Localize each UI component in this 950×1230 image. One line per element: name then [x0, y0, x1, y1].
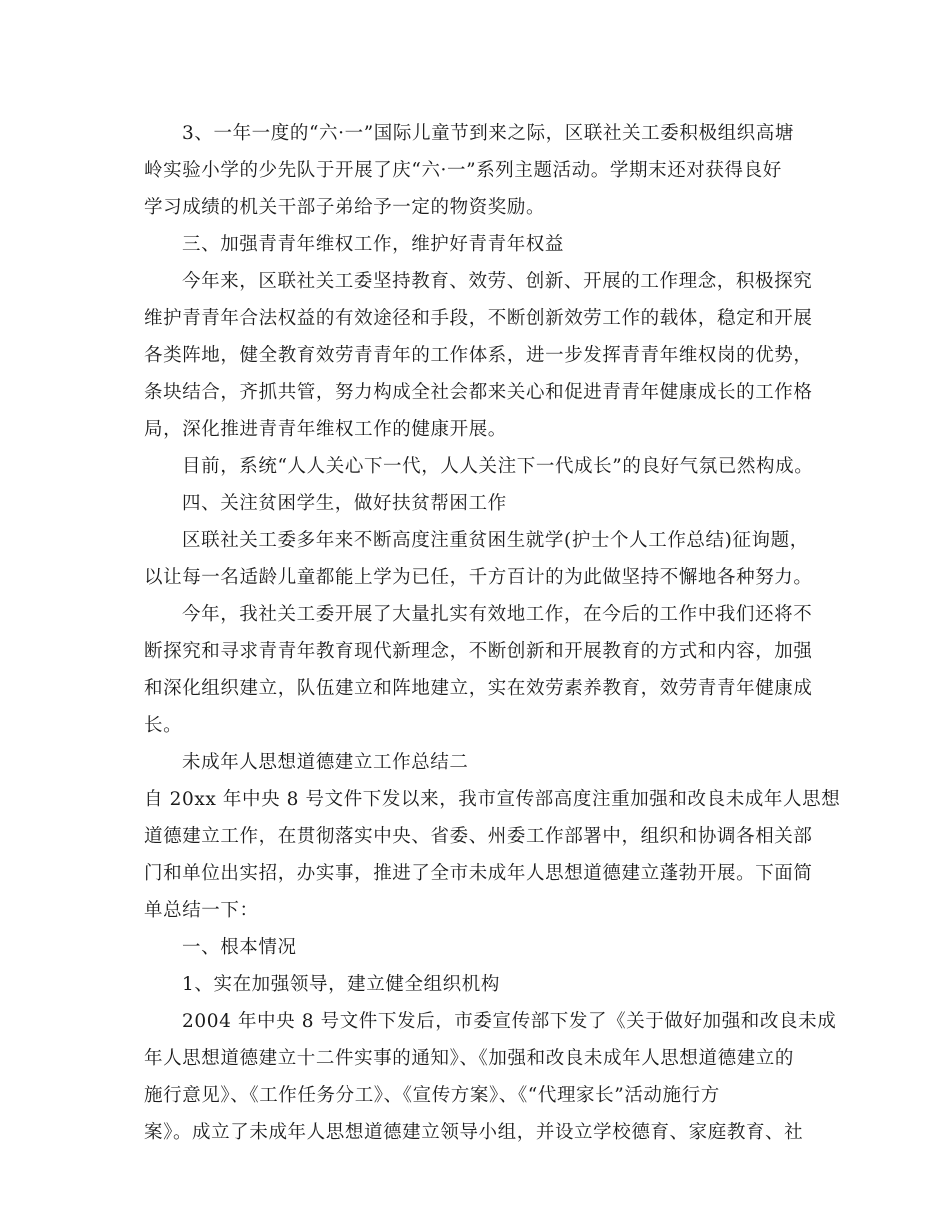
text-line: 局，深化推进青青年维权工作的健康开展。 [144, 419, 507, 440]
text-line: 目前，系统“人人关心下一代，人人关注下一代成长”的良好气氛已然构成。 [182, 456, 814, 477]
text-line: 和深化组织建立，队伍建立和阵地建立，实在效劳素养教育，效劳青青年健康成 [144, 678, 813, 699]
text-line: 岭实验小学的少先队于开展了庆“六·一”系列主题活动。学期末还对获得良好 [144, 160, 782, 181]
text-line: 维护青青年合法权益的有效途径和手段，不断创新效劳工作的载体，稳定和开展 [144, 308, 813, 329]
section-heading: 四、关注贫困学生，做好扶贫帮困工作 [182, 493, 507, 514]
text-line: 门和单位出实招，办实事，推进了全市未成年人思想道德建立蓬勃开展。下面简 [144, 863, 813, 884]
text-line: 今年，我社关工委开展了大量扎实有效地工作，在今后的工作中我们还将不 [182, 604, 813, 625]
section-heading: 三、加强青青年维权工作，维护好青青年权益 [182, 234, 565, 255]
section-title: 未成年人思想道德建立工作总结二 [182, 752, 469, 773]
text-line: 断探究和寻求青青年教育现代新理念，不断创新和开展教育的方式和内容，加强 [144, 641, 813, 662]
text-line: 各类阵地，健全教育效劳青青年的工作体系，进一步发挥青青年维权岗的优势， [144, 345, 813, 366]
text-line: 单总结一下： [144, 900, 259, 921]
text-line: 学习成绩的机关干部子弟给予一定的物资奖励。 [144, 197, 546, 218]
subsection-heading: 1、实在加强领导，建立健全组织机构 [182, 974, 500, 995]
text-line: 区联社关工委多年来不断高度注重贫困生就学(护士个人工作总结)征询题， [182, 530, 809, 551]
text-line: 今年来，区联社关工委坚持教育、效劳、创新、开展的工作理念，积极探究 [182, 271, 813, 292]
text-line: 道德建立工作，在贯彻落实中央、省委、州委工作部署中，组织和协调各相关部 [144, 826, 813, 847]
text-line: 自 20xx 年中央 8 号文件下发以来，我市宣传部高度注重加强和改良未成年人思想 [144, 789, 841, 810]
text-line: 年人思想道德建立十二件实事的通知》、《加强和改良未成年人思想道德建立的 [144, 1048, 795, 1069]
text-line: 长。 [144, 715, 183, 736]
text-line: 3、一年一度的“六·一”国际儿童节到来之际，区联社关工委积极组织高塘 [182, 123, 794, 144]
text-line: 以让每一名适龄儿童都能上学为已任，千方百计的为此做坚持不懈地各种努力。 [144, 567, 813, 588]
text-line: 条块结合，齐抓共管，努力构成全社会都来关心和促进青青年健康成长的工作格 [144, 382, 813, 403]
text-line: 施行意见》、《工作任务分工》、《宣传方案》、《“代理家长”活动施行方 [144, 1085, 720, 1106]
text-line: 2004 年中央 8 号文件下发后，市委宣传部下发了《关于做好加强和改良未成 [182, 1011, 837, 1032]
section-heading: 一、根本情况 [182, 937, 297, 958]
text-line: 案》。成立了未成年人思想道德建立领导小组，并设立学校德育、家庭教育、社 [144, 1122, 804, 1143]
